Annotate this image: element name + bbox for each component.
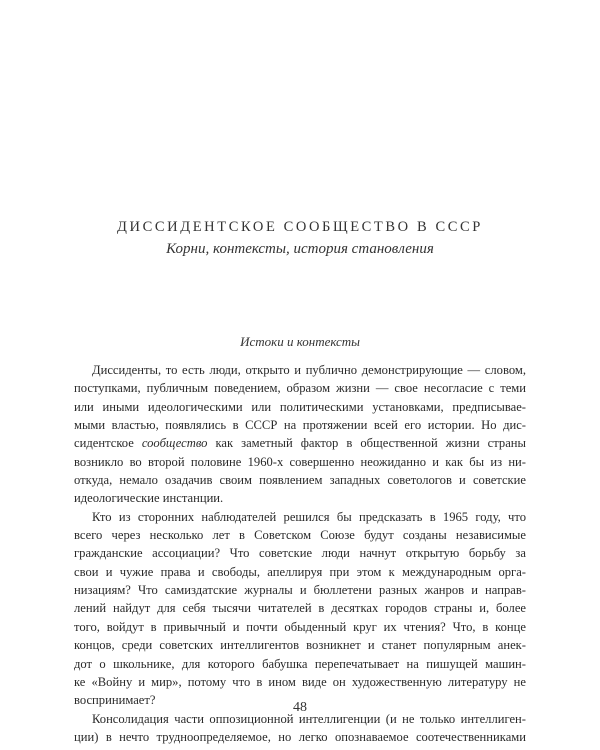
body-text	[74, 361, 526, 746]
text-line: лений найдут для себя тысячи читателей в десятках городов страны и, более	[74, 601, 526, 616]
chapter-title: ДИССИДЕНТСКОЕ СООБЩЕСТВО В СССР	[117, 219, 483, 235]
text-line: ке «Войну и мир», потому что в ином виде он художественную литературу не	[74, 674, 526, 689]
text-line: или иными идеологическими или политическими установками, предписывае-	[74, 399, 526, 414]
text-line: возникло во второй половине 1960-х совершенно неожиданно и как бы из ни-	[74, 454, 526, 469]
text-line: всего через несколько лет в Советском Союзе будут созданы независимые	[74, 528, 526, 543]
text-line: концов, среди советских интеллигентов возникнет и станет популярным анек-	[74, 638, 526, 653]
paragraph	[74, 361, 526, 508]
section-heading: Истоки и контексты	[240, 334, 360, 349]
text-line: воспринимает?	[74, 693, 156, 708]
text-line: идеологические инстанции.	[74, 491, 224, 506]
paragraph	[74, 508, 526, 710]
text-line: низациям? Что самиздатские журналы и бюллетени разных жанров и направ-	[74, 583, 526, 598]
text-line: свои и чужие права и свободы, апеллируя при этом к международным орга-	[74, 564, 526, 579]
text-line: откуда, немало озадачив своим появлением западных советологов и советские	[74, 473, 526, 488]
text-fragment: как заметный фактор в общественной жизни страны	[207, 436, 526, 451]
chapter-subtitle: Корни, контексты, история становления	[166, 241, 434, 257]
text-line: гражданские ассоциации? Что советские люди начнут открытую борьбу за	[74, 546, 526, 561]
text-line	[74, 434, 526, 452]
text-line: Диссиденты, то есть люди, открыто и публично демонстрирующие — словом,	[92, 363, 526, 377]
text-line: ции) в нечто трудноопределяемое, но легко опознаваемое соотечественниками	[74, 729, 526, 744]
text-line: дот о школьнике, для которого бабушка перепечатывает на пишущей машин-	[74, 656, 526, 671]
text-line: поступками, публичным поведением, образом жизни — свое несогласие с теми	[74, 381, 526, 396]
text-line: Консолидация части оппозиционной интеллигенции (и не только интеллиген-	[92, 711, 526, 726]
text-line: Кто из сторонних наблюдателей решился бы предсказать в 1965 году, что	[92, 509, 526, 524]
emphasis-word: сообщество	[141, 436, 208, 451]
page-number: 48	[293, 700, 307, 715]
text-line: того, войдут в привычный и почти обыденный круг их чтения? Что, в конце	[74, 619, 526, 634]
text-line: мыми властью, появлялись в СССР на протяжении всей его истории. Но дис-	[74, 418, 526, 433]
text-fragment: сидентское	[74, 436, 142, 451]
